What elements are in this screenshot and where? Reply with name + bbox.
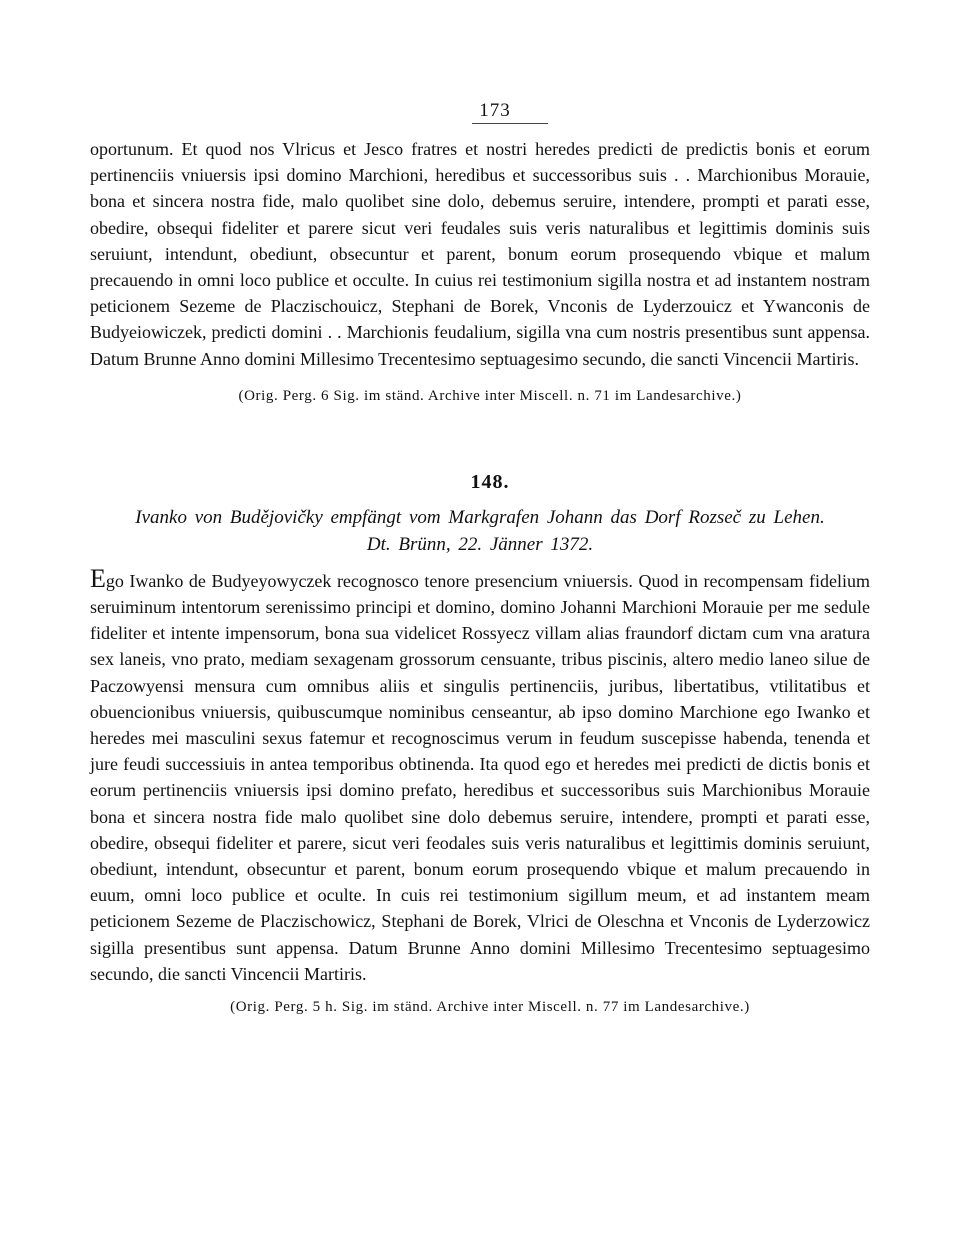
continuation-paragraph: oportunum. Et quod nos Vlricus et Jesco fratres et nostri heredes predicti de predictis bonis et eorum pertinenciis vniuersis ipsi domino Marchioni, heredibus et successoribus suis . . Marchionibus Morauie, bona et sincera nostra fide, malo quolibet sine dolo, debemus seruire, intendere, prompti et parati esse, obedire, obsequi fideliter et parere sicut veri feudales suis veris naturalibus et legittimis dominis suis seruiunt, intendunt, obediunt, obsecuntur et parent, bonum eorum prosequendo vbique et malum precauendo in omni loco publice et occulte. In cuius rei testimonium sigilla nostra et ad instantem nostram peticionem Sezeme de Placzischouicz, Stephani de Borek, Vnconis de Lyderzouicz et Ywanconis de Budyeiowiczek, predicti domini . . Marchionis feudalium, sigilla vna cum nostris presentibus sunt appensa. Datum Brunne Anno domini Millesimo Trecentesimo septuagesimo secundo, die sancti Vincencii Martiris. bbox=[90, 139, 870, 369]
source-note-1: (Orig. Perg. 6 Sig. im ständ. Archive inter Miscell. n. 71 im Landesarchive.) bbox=[238, 387, 742, 404]
document-heading-title: Ivanko von Budějovičky empfängt vom Markgrafen Johann das Dorf Rozseč zu Lehen. bbox=[135, 506, 825, 528]
document-number: 148. bbox=[470, 470, 510, 493]
page-number-rule bbox=[472, 123, 548, 124]
page-number: 173 bbox=[479, 100, 511, 121]
document-page bbox=[90, 100, 870, 1016]
body-paragraph bbox=[90, 563, 870, 987]
document-heading-date: Dt. Brünn, 22. Jänner 1372. bbox=[366, 533, 594, 555]
body-text: go Iwanko de Budyeyowyczek recognosco tenore presencium vniuersis. Quod in recompensam fidelium seruiminum intentorum serenissimo principi et domino, domino Johanni Marchioni Morauie per me sedule fideliter et intente impensorum, bona sua videlicet Rossyecz villam alias fraundorf dictam cum vna aratura sex laneis, vno prato, mediam sexagenam grossorum censuante, tribus piscinis, altero medio laneo silue de Paczowyensi mensura cum omnibus aliis et singulis pertinenciis, juribus, libertatibus, vtilitatibus et obuencionibus vniuersis, quibuscumque nominibus censeantur, ab ipso domino Marchione ego Iwanko et heredes mei masculini sexus fatemur et recognoscimus verum in feudum suscepisse habenda, tenenda et jure feudi successiuis in antea temporibus obtinenda. Ita quod ego et heredes mei predicti de dictis bonis et eorum pertinenciis vniuersis ipsi domino prefato, heredibus et successoribus suis Marchionibus Morauie bona et sincera nostra fide malo quolibet sine dolo debemus seruire, intendere, prompti et parati esse, obedire, obsequi fideliter et parere, sicut veri feodales suis veris naturalibus et legittimis dominis seruiunt, obediunt, intendunt, obsecuntur et parent, bonum eorum prosequendo vbique et malum precauendo in euum, omni loco publice et oculte. In cuis rei testimonium sigillum meum, et ad instantem meam peticionem Sezeme de Placzischowicz, Stephani de Borek, Vlrici de Oleschna et Vnconis de Lyderzowicz sigilla presentibus sunt appensa. Datum Brunne Anno domini Millesimo Trecentesimo septuagesimo secundo, die sancti Vincencii Martiris. bbox=[90, 570, 870, 984]
body-initial: E bbox=[90, 563, 106, 593]
document-heading bbox=[90, 504, 870, 558]
source-note-2: (Orig. Perg. 5 h. Sig. im ständ. Archive inter Miscell. n. 77 im Landesarchive.) bbox=[230, 999, 750, 1016]
